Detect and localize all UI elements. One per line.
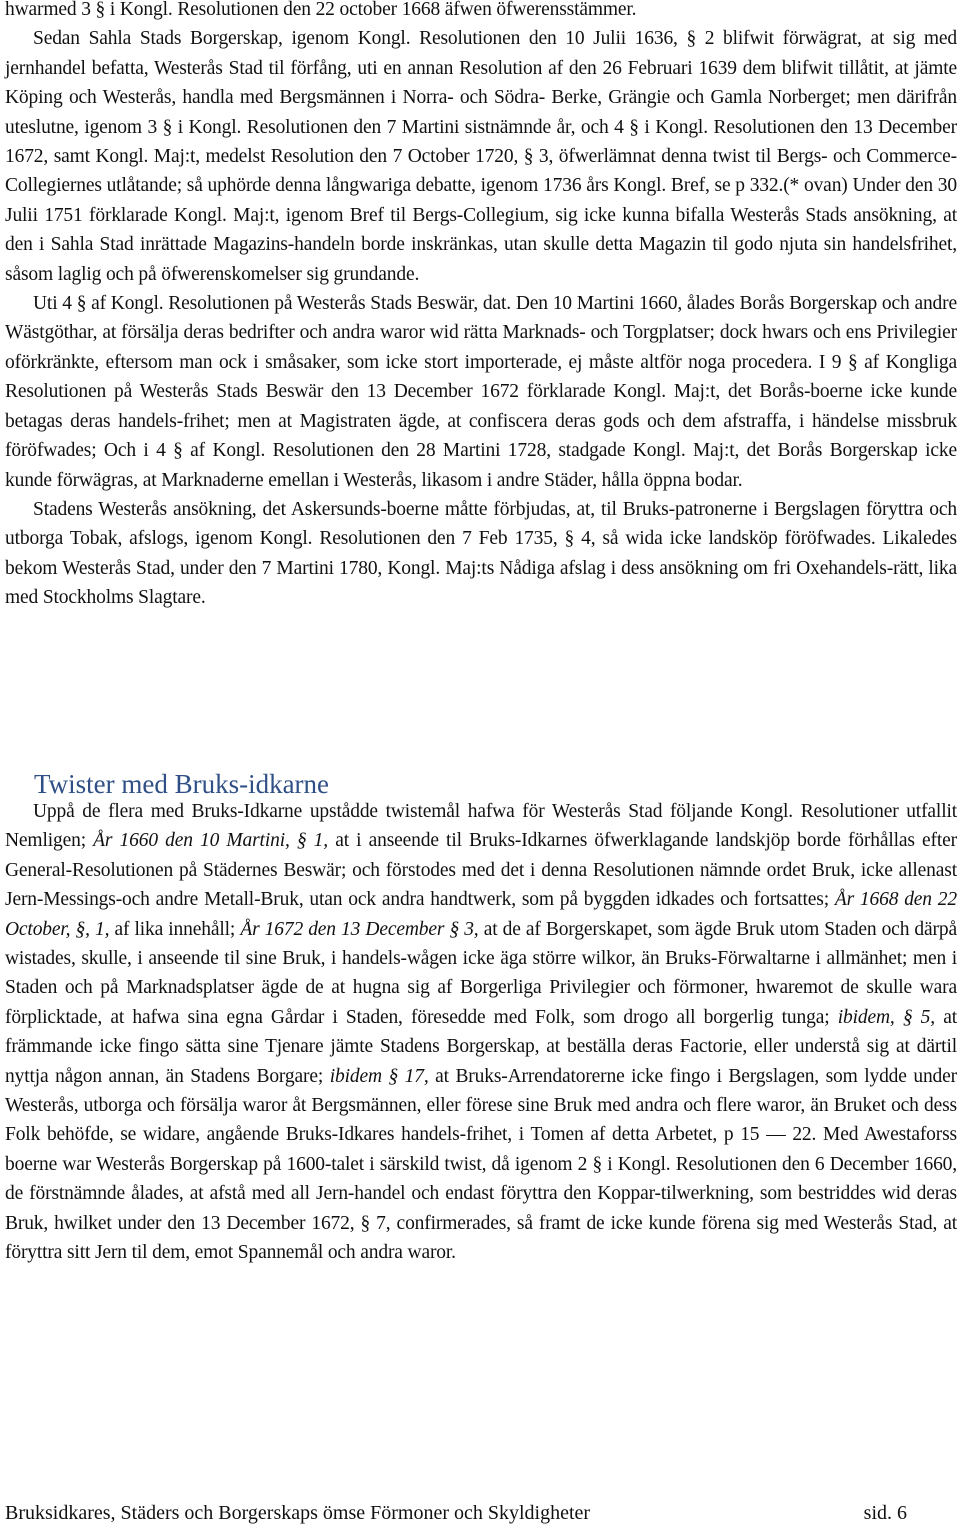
citation-italic: ibidem § 17, [329, 1065, 429, 1087]
text-run: at Bruks-Arrendatorerne icke fingo i Bergslagen, som lydde under Westerås, utborga och försälja waror åt Bergsmännen, eller förese sine Bruk med andra och flere waror, än Bruket och dess Folk behöfde, se widare, angående Bruks-Idkares handels-frihet, i Tomen af detta Arbetet, p 15 — 22. Med Awestaforss boerne war Westerås Borgerskap på 1600-talet i särskild twist, då igenom 2 § i Kongl. Resolutionen den 6 December 1660, de förstnämnde ålades, at afstå med all Jern-handel och endast föryttra den Koppar-tilwerkning, som bestriddes wid deras Bruk, hwilket under den 13 December 1672, § 7, confirmerades, så framt de icke kunde förena sig med Westerås Stad, at föryttra sitt Jern til dem, emot Spannemål och andra waror. [5, 1065, 957, 1264]
text-block-lower [5, 797, 957, 1268]
text-run: at främmande icke fingo sätta sine Tjenare jämte Stadens Borgerskap, at beställa deras Factorie, eller understå sig at därtil nyttja någon annan, än Stadens Borgare; [5, 1006, 957, 1087]
text-run: at i anseende til Bruks-Idkarnes öfwerklagande landskjöp borde förhållas efter General-Resolutionen på Städernes Beswär; och förstodes med det i denna Resolutionen nämnde ordet Bruk, icke allenast Jern-Messings-och andre Metall-Bruk, utan ock andra handtwerk, som på byggden idkades och fortsattes; [5, 830, 957, 911]
page-number: sid. 6 [863, 1502, 907, 1524]
section-heading: Twister med Bruks-idkarne [34, 769, 330, 799]
text-run: Uppå de flera med Bruks-Idkarne upstådde twistemål hafwa för Westerås Stad följande Kongl. Resolutioner utfallit Nemligen; [5, 801, 957, 852]
citation-italic: År 1660 den 10 Martini, § 1, [93, 830, 328, 852]
paragraph-askersund: Stadens Westerås ansökning, det Askersunds-boerne måtte förbjudas, at, til Bruks-patronerne i Bergslagen föryttra och utborga Tobak, afslogs, igenom Kongl. Resolutionen den 7 Feb 1735, § 4, så wida icke landsköp föröfwades. Likaledes bekom Westerås Stad, under den 7 Martini 1780, Kongl. Maj:ts Nådiga afslag i dess ansökning om fri Oxehandels-rätt, lika med Stockholms Slagtare. [5, 498, 957, 609]
text-run: at de af Borgerskapet, som ägde Bruk utom Staden och därpå wistades, skulle, i anseende til sine Bruk, i handels-wågen icke äga större wilkor, än Bruks-Förwaltarne i allmänhet; men i Staden och på Marknadsplatser ägde de at hugna sig af Borgerliga Privilegier och förmoner, hwaremot de skulle wara förplicktade, at hafwa sina egna Gårdar i Staden, föresedde med Folk, som drogo all borgerlig tunga; [5, 918, 957, 1028]
paragraph-continuation: hwarmed 3 § i Kongl. Resolutionen den 22 october 1668 äfwen öfwerensstämmer. [5, 0, 637, 20]
text-block-upper [5, 0, 957, 613]
citation-italic: ibidem, § 5, [837, 1006, 935, 1028]
text-run: af lika innehåll; [109, 918, 241, 940]
paragraph-boras: Uti 4 § af Kongl. Resolutionen på Westerås Stads Beswär, dat. Den 10 Martini 1660, ålades Borås Borgerskap och andre Wästgöthar, at försälja deras bedrifter och andra waror wid rätta Marknads- och Torgplatser; dock hwars och ens Privilegier oförkränkte, eftersom man ock i småsaker, som icke stort importerade, ej måste altför noga procedera. I 9 § af Kongliga Resolutionen på Westerås Stads Beswär den 13 December 1672 förklarade Kongl. Maj:t, det Borås-boerne icke kunde betagas deras handels-frihet; men at Magistraten ägde, at confiscera deras gods och dem afstraffa, i händelse missbruk föröfwades; Och i 4 § af Kongl. Resolutionen den 28 Martini 1728, stadgade Kongl. Maj:t, det Borås Borgerskap icke kunde förwägras, at Marknaderne emellan i Westerås, likasom i andre Städer, hålla öppna bodar. [5, 293, 957, 491]
paragraph-sahla: Sedan Sahla Stads Borgerskap, igenom Kongl. Resolutionen den 10 Julii 1636, § 2 blifwit förwägrat, at sig med jernhandel befatta, Westerås Stad til förfång, uti en annan Resolution af den 26 Februari 1639 dem blifwit tillåtit, at jämte Köping och Westerås, handla med Bergsmännen i Norra- och Södra- Berke, Grängie och Gamla Norberget; men därifrån uteslutne, igenom 3 § i Kongl. Resolutionen den 7 Martini sistnämnde år, och 4 § i Kongl. Resolutionen den 13 December 1672, samt Kongl. Maj:t, medelst Resolution den 7 October 1720, § 3, öfwerlämnat denna twist til Bergs- och Commerce-Collegiernes utlåtande; så uphörde denna långwariga debatte, igenom 1736 års Kongl. Bref, se p 332.(* ovan) Under den 30 Julii 1751 förklarade Kongl. Maj:t, igenom Bref til Bergs-Collegium, sig icke kunna bifalla Westerås Stads ansökning, at den i Sahla Stad inrättade Magazins-handeln borde inskränkas, utan skulle detta Magazin til godo njuta sin handelsfrihet, såsom laglig och på öfwerenskomelser sig grundande. [5, 28, 957, 285]
footer-title: Bruksidkares, Städers och Borgerskaps ömse Förmoner och Skyldigheter [5, 1502, 591, 1524]
citation-italic: År 1668 den 22 October, §, 1, [5, 889, 957, 940]
page-footer [5, 1500, 907, 1526]
paragraph-bruks-idkarne [5, 797, 957, 1268]
citation-italic: År 1672 den 13 December § 3, [240, 918, 479, 940]
